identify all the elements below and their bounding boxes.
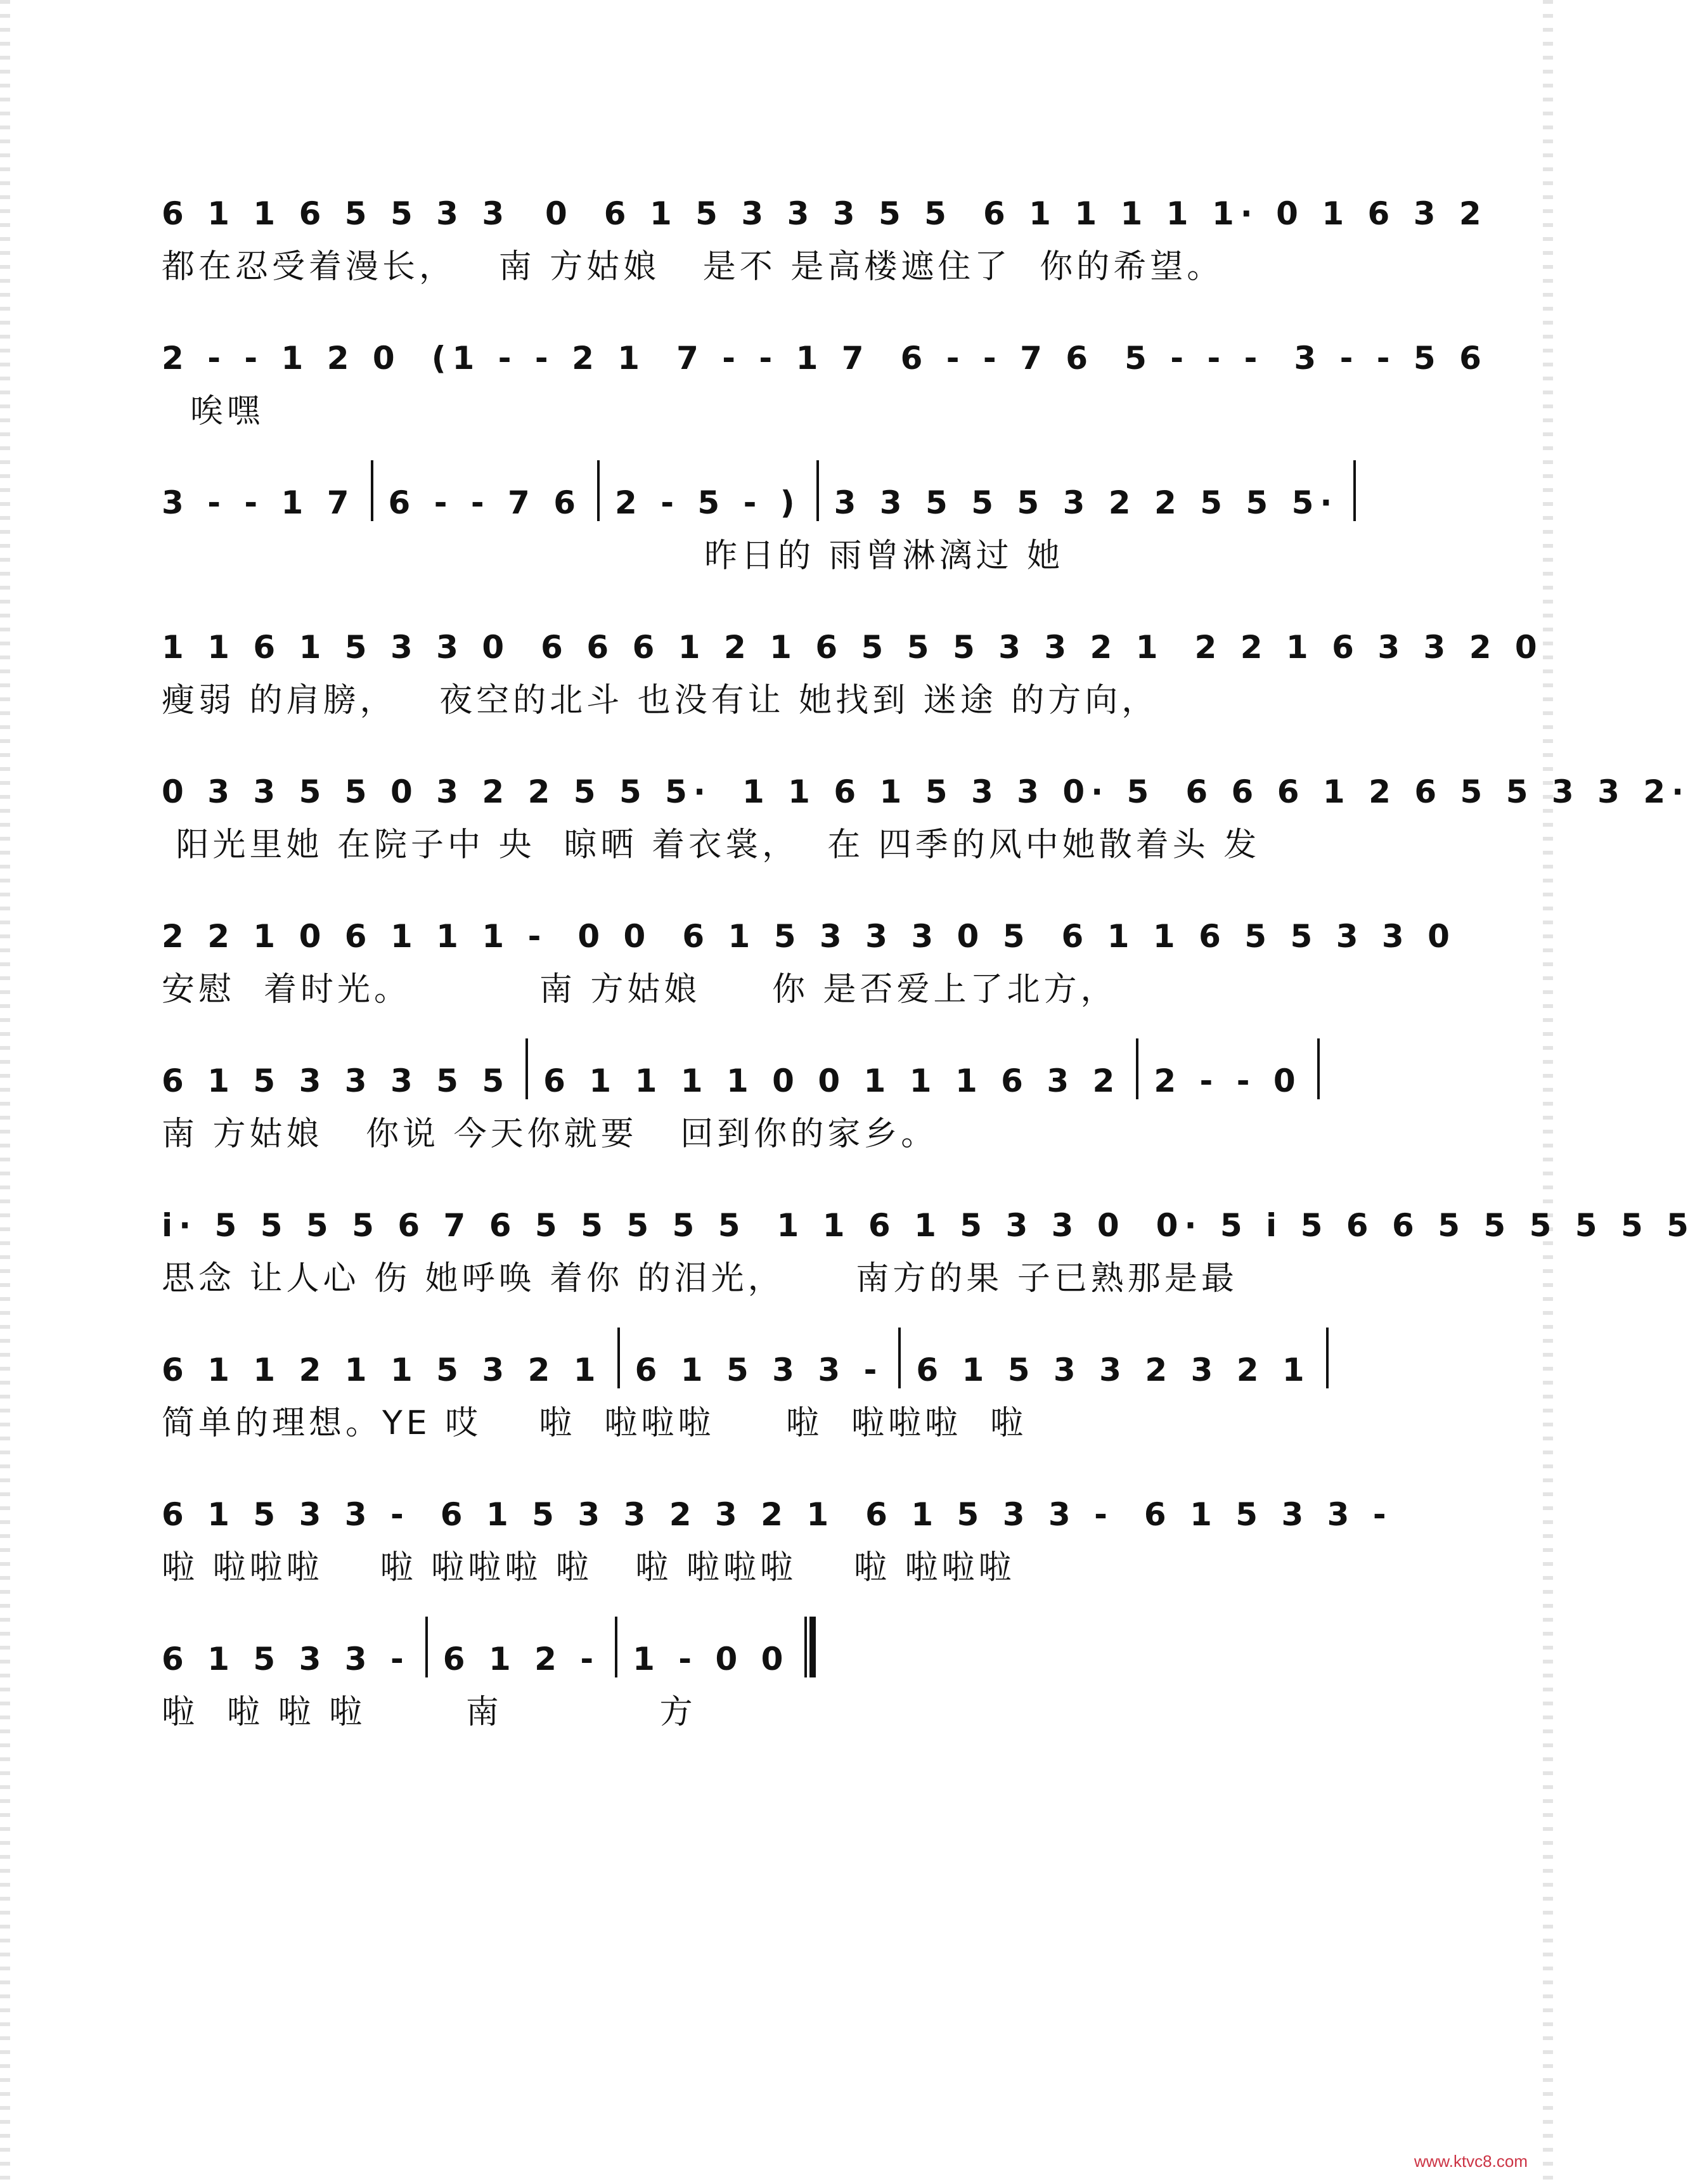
measure: 5 - - - (1125, 340, 1264, 377)
notation-line (162, 1472, 1395, 1533)
barline (1317, 1038, 1320, 1099)
lyrics-line: 都在忍受着漫长， 南 方姑娘 是不 是高楼遮住了 你的希望。 (162, 248, 1224, 286)
notation-line (162, 1328, 1395, 1388)
barline (1136, 1038, 1138, 1099)
measure: 6 - - 7 6 (388, 484, 583, 521)
barline (617, 1328, 620, 1388)
barline (1353, 460, 1356, 521)
measure: 6 1 1 6 5 5 3 3 0 (1061, 918, 1456, 955)
measure: 6 1 5 3 3 - (865, 1496, 1114, 1533)
measure: 6 1 1 2 1 1 5 3 2 1 (162, 1352, 602, 1388)
score-row (162, 1472, 1395, 1617)
lyrics-line: 南 方姑娘 你说 今天你就要 回到你的家乡。 (162, 1115, 938, 1153)
score-row (162, 1617, 1395, 1761)
notation-line (162, 1038, 1395, 1099)
score-row (162, 316, 1488, 460)
watermark: www.ktvc8.com (1414, 2152, 1528, 2171)
measure: 0 3 3 5 5 0 3 2 2 5 5 5· (162, 773, 712, 810)
measure: 6 6 6 1 2 1 6 5 5 5 3 3 2 1 (541, 629, 1164, 666)
lyrics-line: 瘦弱 的肩膀， 夜空的北斗 也没有让 她找到 迷途 的方向， (162, 682, 1159, 720)
notation-line (162, 749, 1691, 810)
lyrics-line: 昨日的 雨曾淋漓过 她 (162, 537, 1064, 575)
measure: (1 - - 2 1 (431, 340, 647, 377)
measure: 6 1 1 6 5 5 3 3 0 (162, 195, 574, 232)
lyrics-line: 唉嘿 (162, 392, 264, 430)
notation-line (162, 1183, 1695, 1244)
measure: 1 1 6 1 5 3 3 0 (777, 1207, 1126, 1244)
measure: 6 1 5 3 3 3 0 5 (682, 918, 1031, 955)
measure: 6 1 5 3 3 - (635, 1352, 884, 1388)
notation-line (162, 171, 1488, 232)
measure: 3 - - 1 7 (162, 484, 356, 521)
lyrics-line: 阳光里她 在院子中 央 晾晒 着衣裳， 在 四季的风中她散着头 发 (162, 826, 1261, 864)
score-row (162, 171, 1488, 316)
score-row (162, 1183, 1695, 1328)
barline (1326, 1328, 1329, 1388)
measure: 6 1 5 3 3 - (162, 1641, 410, 1677)
notation-line (162, 894, 1456, 955)
score-row (162, 605, 1544, 749)
measure: 6 1 5 3 3 3 5 5 (162, 1063, 511, 1099)
lyrics-line: 啦 啦 啦 啦 南 方 (162, 1693, 697, 1731)
measure: 6 1 5 3 3 - (162, 1496, 410, 1533)
measure: 2 - - 1 2 0 (162, 340, 401, 377)
score-row (162, 894, 1456, 1038)
measure: 6 1 5 3 3 2 3 2 1 (916, 1352, 1311, 1388)
score-row (162, 749, 1691, 894)
barline (525, 1038, 528, 1099)
barline (371, 460, 373, 521)
lyrics-line: 思念 让人心 伤 她呼唤 着你 的泪光， 南方的果 子已熟那是最 (162, 1260, 1238, 1298)
measure: 2 2 1 0 6 1 1 1 - (162, 918, 548, 955)
notation-line (162, 1617, 1395, 1677)
measure: 1 1 6 1 5 3 3 0· 5 (742, 773, 1156, 810)
lyrics-line: 安慰 着时光。 南 方姑娘 你 是否爱上了北方， (162, 971, 1118, 1009)
final-barline (804, 1617, 816, 1677)
lyrics-line: 简单的理想。YE 哎 啦 啦啦啦 啦 啦啦啦 啦 (162, 1404, 1028, 1442)
barline (425, 1617, 428, 1677)
barline (816, 460, 819, 521)
measure: 2 - - 0 (1154, 1063, 1302, 1099)
measure: 6 1 5 3 3 3 5 5 (603, 195, 953, 232)
lyrics-line: 啦 啦啦啦 啦 啦啦啦 啦 啦 啦啦啦 啦 啦啦啦 (162, 1549, 1015, 1587)
measure: 6 6 6 1 2 6 5 5 3 3 2· (1185, 773, 1691, 810)
measure: 6 1 5 3 3 2 3 2 1 (440, 1496, 835, 1533)
measure: 2 2 1 6 3 3 2 0 (1194, 629, 1544, 666)
measure: 1 1 6 1 5 3 3 0 (162, 629, 511, 666)
measure: 0 0 (577, 918, 652, 955)
measure: 7 - - 1 7 (676, 340, 870, 377)
right-margin-decoration (1543, 0, 1553, 2184)
measure: 1 - 0 0 (633, 1641, 790, 1677)
measure: 0· 5 i 5 6 6 5 5 5 5 5 5 (1156, 1207, 1695, 1244)
score-row (162, 460, 1395, 605)
score-sheet (162, 171, 1695, 1761)
measure: 6 1 2 - (442, 1641, 600, 1677)
left-margin-decoration (0, 0, 10, 2184)
measure: i· 5 5 5 5 6 7 6 5 5 5 5 5 (162, 1207, 747, 1244)
measure: 3 - - 5 6 (1294, 340, 1488, 377)
notation-line (162, 460, 1395, 521)
measure: 2 - 5 - ) (615, 484, 801, 521)
score-row (162, 1038, 1395, 1183)
measure: 6 1 1 1 1 0 0 1 1 1 6 3 2 (543, 1063, 1121, 1099)
notation-line (162, 316, 1488, 377)
measure: 6 1 5 3 3 - (1144, 1496, 1393, 1533)
barline (597, 460, 600, 521)
barline (898, 1328, 901, 1388)
barline (615, 1617, 617, 1677)
notation-line (162, 605, 1544, 666)
score-row (162, 1328, 1395, 1472)
measure: 6 - - 7 6 (900, 340, 1095, 377)
measure: 3 3 5 5 5 3 2 2 5 5 5· (834, 484, 1339, 521)
measure: 6 1 1 1 1 1· 0 1 6 3 2 (983, 195, 1488, 232)
